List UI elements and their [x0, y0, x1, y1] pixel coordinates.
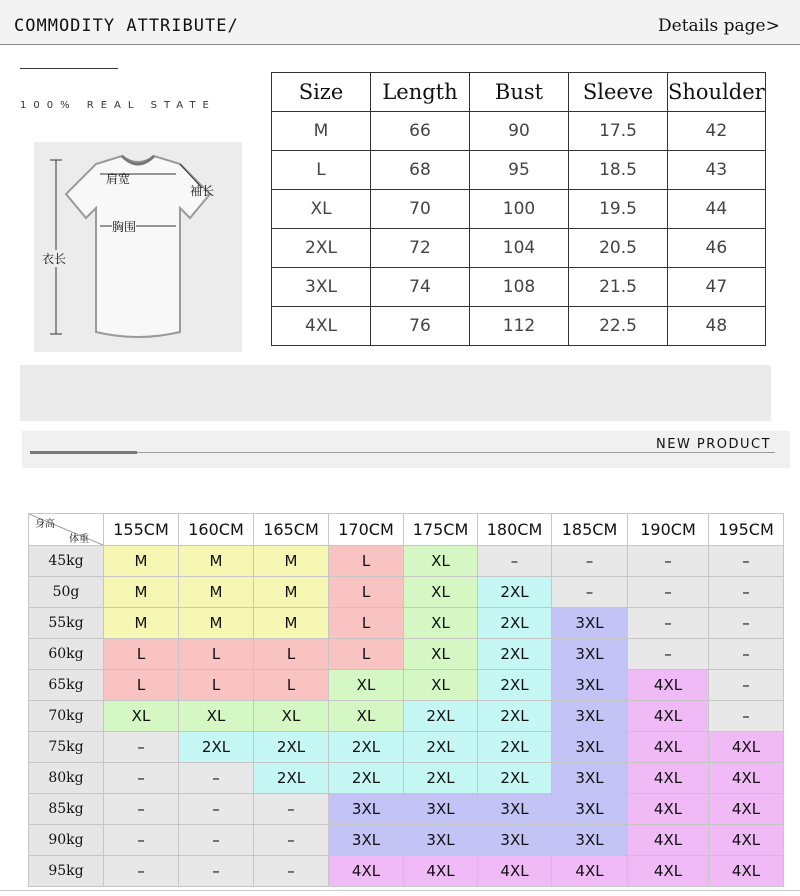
size-recommendation-cell: L: [179, 639, 254, 670]
size-recommendation-cell: 2XL: [478, 701, 552, 732]
size-table-row: [272, 307, 766, 346]
length-cell: 72: [371, 229, 470, 268]
length-label: 衣长: [42, 252, 67, 266]
shirt-measurement-illustration: [34, 142, 242, 352]
size-recommendation-cell: 4XL: [709, 856, 784, 887]
size-recommendation-cell: XL: [404, 639, 478, 670]
size-recommendation-cell: 3XL: [552, 763, 628, 794]
size-recommendation-cell: –: [104, 856, 179, 887]
size-recommendation-cell: M: [254, 577, 329, 608]
size-recommendation-cell: M: [179, 608, 254, 639]
weight-header: 95kg: [29, 856, 104, 887]
size-recommendation-cell: XL: [179, 701, 254, 732]
new-product-divider: [30, 452, 775, 453]
size-recommendation-cell: 2XL: [329, 763, 404, 794]
size-recommendation-cell: 4XL: [478, 856, 552, 887]
size-recommendation-cell: –: [628, 577, 709, 608]
sleeve-cell: 20.5: [569, 229, 668, 268]
sleeve-cell: 21.5: [569, 268, 668, 307]
size-table-row: [272, 268, 766, 307]
size-table-header: Bust: [470, 73, 569, 112]
size-recommendation-cell: –: [104, 794, 179, 825]
sleeve-cell: 17.5: [569, 112, 668, 151]
bust-cell: 108: [470, 268, 569, 307]
size-cell: XL: [272, 190, 371, 229]
size-recommendation-cell: –: [709, 701, 784, 732]
size-recommendation-cell: 4XL: [628, 763, 709, 794]
height-header: 195CM: [709, 514, 784, 546]
real-state-caption: 100% REAL STATE: [20, 100, 216, 111]
size-recommendation-cell: 3XL: [404, 794, 478, 825]
weight-header: 45kg: [29, 546, 104, 577]
length-cell: 76: [371, 307, 470, 346]
weight-header: 65kg: [29, 670, 104, 701]
size-recommendation-cell: 3XL: [478, 794, 552, 825]
height-header: 175CM: [404, 514, 478, 546]
size-recommendation-cell: –: [179, 763, 254, 794]
size-recommendation-cell: 2XL: [404, 701, 478, 732]
size-recommendation-cell: 4XL: [628, 670, 709, 701]
size-recommendation-cell: –: [104, 763, 179, 794]
size-table-row: [272, 229, 766, 268]
size-recommendation-cell: 3XL: [404, 825, 478, 856]
size-recommendation-cell: XL: [329, 701, 404, 732]
size-recommendation-cell: –: [254, 856, 329, 887]
corner-weight-label: 体重: [69, 534, 89, 545]
grid-row: [29, 794, 784, 825]
sleeve-cell: 22.5: [569, 307, 668, 346]
bust-cell: 112: [470, 307, 569, 346]
size-recommendation-cell: 4XL: [404, 856, 478, 887]
size-recommendation-cell: XL: [404, 670, 478, 701]
corner-height-label: 身高: [35, 519, 55, 530]
size-table-row: [272, 151, 766, 190]
size-recommendation-cell: –: [179, 856, 254, 887]
length-cell: 68: [371, 151, 470, 190]
shoulder-cell: 42: [668, 112, 766, 151]
shoulder-cell: 48: [668, 307, 766, 346]
size-recommendation-cell: –: [179, 825, 254, 856]
height-header: 165CM: [254, 514, 329, 546]
size-recommendation-cell: M: [254, 546, 329, 577]
grid-row: [29, 701, 784, 732]
size-recommendation-cell: –: [709, 546, 784, 577]
height-header: 155CM: [104, 514, 179, 546]
weight-header: 85kg: [29, 794, 104, 825]
size-recommendation-cell: 4XL: [628, 856, 709, 887]
details-page-link[interactable]: Details page>: [658, 16, 780, 36]
size-cell: M: [272, 112, 371, 151]
size-recommendation-cell: L: [329, 639, 404, 670]
size-table-header: Length: [371, 73, 470, 112]
size-recommendation-cell: L: [329, 608, 404, 639]
size-recommendation-cell: 4XL: [628, 794, 709, 825]
size-recommendation-cell: –: [628, 639, 709, 670]
size-recommendation-cell: –: [104, 825, 179, 856]
size-recommendation-cell: –: [709, 670, 784, 701]
weight-header: 90kg: [29, 825, 104, 856]
shoulder-cell: 43: [668, 151, 766, 190]
length-cell: 74: [371, 268, 470, 307]
height-header: 180CM: [478, 514, 552, 546]
size-recommendation-cell: 4XL: [628, 701, 709, 732]
size-recommendation-cell: 3XL: [329, 794, 404, 825]
size-recommendation-grid: [28, 513, 784, 887]
size-recommendation-cell: 4XL: [552, 856, 628, 887]
weight-header: 60kg: [29, 639, 104, 670]
bust-cell: 104: [470, 229, 569, 268]
bottom-divider: [0, 890, 800, 891]
size-recommendation-cell: –: [254, 825, 329, 856]
grid-row: [29, 608, 784, 639]
grid-row: [29, 639, 784, 670]
size-recommendation-cell: –: [478, 546, 552, 577]
shoulder-cell: 47: [668, 268, 766, 307]
short-divider: [20, 68, 118, 69]
size-recommendation-cell: 3XL: [552, 825, 628, 856]
size-recommendation-cell: 4XL: [709, 732, 784, 763]
size-recommendation-cell: M: [104, 577, 179, 608]
length-cell: 66: [371, 112, 470, 151]
size-recommendation-cell: 2XL: [254, 732, 329, 763]
weight-header: 55kg: [29, 608, 104, 639]
size-recommendation-cell: 4XL: [628, 732, 709, 763]
size-table-header: Sleeve: [569, 73, 668, 112]
shoulder-label: 肩宽: [106, 172, 131, 186]
size-recommendation-cell: 3XL: [329, 825, 404, 856]
size-recommendation-cell: XL: [329, 670, 404, 701]
size-cell: 4XL: [272, 307, 371, 346]
weight-header: 75kg: [29, 732, 104, 763]
size-recommendation-cell: XL: [404, 608, 478, 639]
bust-cell: 95: [470, 151, 569, 190]
size-recommendation-cell: 2XL: [478, 608, 552, 639]
page-title: COMMODITY ATTRIBUTE/: [14, 16, 239, 36]
size-recommendation-cell: M: [179, 546, 254, 577]
size-recommendation-cell: 2XL: [329, 732, 404, 763]
blank-gray-panel: [20, 365, 771, 421]
size-recommendation-cell: L: [104, 670, 179, 701]
size-recommendation-cell: 2XL: [478, 732, 552, 763]
grid-row: [29, 825, 784, 856]
size-recommendation-cell: –: [104, 732, 179, 763]
grid-header-row: [29, 514, 784, 546]
size-recommendation-cell: –: [628, 546, 709, 577]
size-table-row: [272, 112, 766, 151]
size-recommendation-cell: 3XL: [552, 639, 628, 670]
tshirt-icon: [34, 142, 242, 352]
shoulder-cell: 46: [668, 229, 766, 268]
size-recommendation-cell: 4XL: [709, 825, 784, 856]
bust-cell: 90: [470, 112, 569, 151]
size-recommendation-cell: 2XL: [478, 763, 552, 794]
size-recommendation-cell: 2XL: [254, 763, 329, 794]
size-recommendation-cell: 2XL: [478, 577, 552, 608]
bust-cell: 100: [470, 190, 569, 229]
size-measurement-table: [271, 72, 766, 346]
size-recommendation-cell: –: [709, 577, 784, 608]
size-recommendation-cell: L: [329, 546, 404, 577]
size-recommendation-cell: M: [254, 608, 329, 639]
size-recommendation-cell: M: [179, 577, 254, 608]
weight-header: 50g: [29, 577, 104, 608]
length-cell: 70: [371, 190, 470, 229]
size-recommendation-cell: –: [709, 639, 784, 670]
size-recommendation-cell: XL: [104, 701, 179, 732]
size-recommendation-cell: 2XL: [179, 732, 254, 763]
grid-row: [29, 763, 784, 794]
size-recommendation-cell: 3XL: [552, 794, 628, 825]
bust-label: 胸围: [112, 220, 137, 234]
weight-header: 80kg: [29, 763, 104, 794]
height-header: 190CM: [628, 514, 709, 546]
size-recommendation-cell: L: [179, 670, 254, 701]
size-table-header: Size: [272, 73, 371, 112]
size-cell: 2XL: [272, 229, 371, 268]
height-header: 160CM: [179, 514, 254, 546]
size-recommendation-cell: 2XL: [478, 670, 552, 701]
size-recommendation-cell: 4XL: [709, 794, 784, 825]
size-table-header-row: [272, 73, 766, 112]
new-product-accent-bar: [30, 451, 137, 454]
grid-row: [29, 732, 784, 763]
size-recommendation-cell: –: [552, 546, 628, 577]
sleeve-cell: 19.5: [569, 190, 668, 229]
size-recommendation-cell: 2XL: [404, 732, 478, 763]
size-cell: 3XL: [272, 268, 371, 307]
size-recommendation-cell: XL: [404, 577, 478, 608]
size-recommendation-cell: L: [254, 639, 329, 670]
grid-corner-cell: [29, 514, 104, 546]
size-recommendation-cell: L: [104, 639, 179, 670]
size-recommendation-cell: 2XL: [404, 763, 478, 794]
size-recommendation-cell: 3XL: [552, 701, 628, 732]
height-header: 185CM: [552, 514, 628, 546]
size-recommendation-cell: M: [104, 608, 179, 639]
size-recommendation-cell: 3XL: [552, 608, 628, 639]
size-recommendation-cell: 3XL: [478, 825, 552, 856]
sleeve-cell: 18.5: [569, 151, 668, 190]
size-recommendation-cell: –: [254, 794, 329, 825]
size-recommendation-cell: 4XL: [709, 763, 784, 794]
weight-header: 70kg: [29, 701, 104, 732]
size-recommendation-cell: XL: [404, 546, 478, 577]
size-recommendation-cell: 4XL: [329, 856, 404, 887]
size-recommendation-cell: L: [329, 577, 404, 608]
size-recommendation-cell: L: [254, 670, 329, 701]
size-recommendation-cell: –: [628, 608, 709, 639]
size-recommendation-cell: –: [709, 608, 784, 639]
size-table-header: Shoulder: [668, 73, 766, 112]
new-product-heading: NEW PRODUCT: [656, 437, 772, 452]
size-recommendation-cell: –: [179, 794, 254, 825]
size-recommendation-cell: –: [552, 577, 628, 608]
shoulder-cell: 44: [668, 190, 766, 229]
sleeve-label: 袖长: [190, 184, 215, 198]
header-divider: [0, 44, 800, 45]
grid-row: [29, 670, 784, 701]
size-recommendation-cell: 3XL: [552, 670, 628, 701]
size-cell: L: [272, 151, 371, 190]
size-recommendation-cell: 3XL: [552, 732, 628, 763]
size-recommendation-cell: XL: [254, 701, 329, 732]
size-recommendation-cell: M: [104, 546, 179, 577]
size-table-row: [272, 190, 766, 229]
grid-row: [29, 577, 784, 608]
size-recommendation-cell: 4XL: [628, 825, 709, 856]
size-recommendation-cell: 2XL: [478, 639, 552, 670]
height-header: 170CM: [329, 514, 404, 546]
grid-row: [29, 856, 784, 887]
grid-row: [29, 546, 784, 577]
